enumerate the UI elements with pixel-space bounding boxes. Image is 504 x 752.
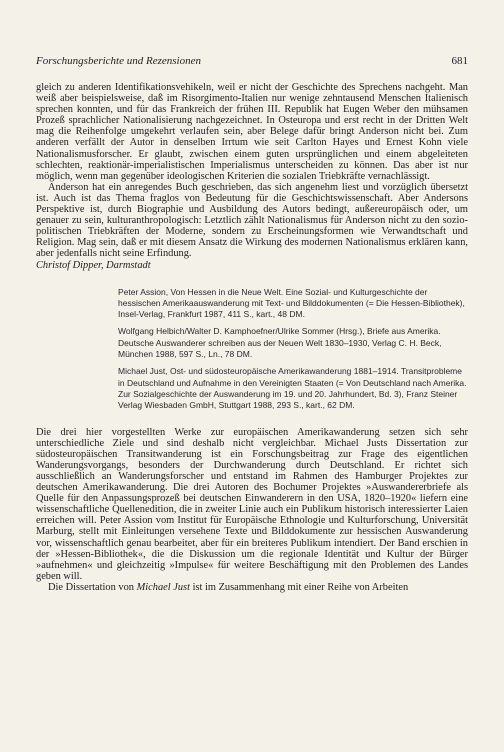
reviewed-book-entry: Peter Assion, Von Hessen in die Neue Welt. Eine Sozial- und Kulturgeschichte der hessischen Amerikaauswanderung mit Text- und Bilddokumenten (= Die Hessen-Bibliothek), Insel-Verlag, Frankfurt 1987, 411 S., kart., 48 DM.: [118, 286, 465, 320]
reviewed-book-entry: Wolfgang Helbich/Walter D. Kamphoefner/Ulrike Sommer (Hrsg.), Briefe aus Amerika. Deutsche Auswanderer schreiben aus der Neuen Welt 1830–1930, Verlag C. H. Beck, München 1988, 597 S., Ln., 78 DM.: [118, 326, 442, 360]
running-title: Forschungsberichte und Rezensionen: [36, 55, 201, 67]
reviewed-book-entry: Michael Just, Ost- und südosteuropäische Amerikawanderung 1881–1914. Transitprobleme in Deutschland und Aufnahme in den Vereinigten Staaten (= Von Deutschland nach Amerika. Zur Sozialgeschichte der Auswanderung im 19. und 20. Jahrhundert, Bd. 3), Franz Steiner Verlag Wiesbaden GmbH, Stuttgart 1988, 293 S., kart., 62 DM.: [118, 366, 467, 411]
review-paragraph-1: gleich zu anderen Identifikationsvehikeln, weil er nicht der Geschichte des Sprechens nachgeht. Man weiß aber beispielsweise, daß im Risorgimento-Italien nur wenige zehntausend Menschen Italienisch sprechen konnten, und für das Frankreich der frühen III. Republik hat Eugen Weber den mühsamen Prozeß sprachlicher Nationalisierung nachgezeichnet. In Osteuropa und erst recht in der Dritten Welt mag die Reihenfolge umgekehrt verlaufen sein, aber Belege dafür bringt Anderson nicht bei. Zum anderen verfällt der Autor in denselben Irrtum wie seit Carlton Hayes und Ernest Kohn viele Nationalismusforscher. Er glaubt, zwischen einem guten ursprünglichen und einem abgeleiteten schlechten, reaktionär-imperialistischen Imperialismus unterscheiden zu können. Das aber ist nur möglich, wenn man gegenüber ideologischen Kriterien die sozialen Triebkräfte vernachlässigt.: [36, 82, 468, 182]
review-paragraph-4: [36, 582, 468, 593]
author-name: Michael Just: [136, 581, 190, 593]
para4-start: Die Dissertation von: [48, 581, 137, 593]
page-body: [36, 82, 468, 593]
reviewer-signature: Christof Dipper, Darmstadt: [36, 259, 151, 271]
reviewed-books-list: [118, 287, 468, 412]
running-header: [36, 55, 468, 71]
review-paragraph-2: Anderson hat ein anregendes Buch geschrieben, das sich angenehm liest und vorzüglich übersetzt ist. Auch ist das Thema fraglos von Bedeutung für die Geschichtswissenschaft. Aber Andersons Perspektive ist, durch Biographie und Ausbildung des Autors bedingt, außereuropäisch oder, um genauer zu sein, kulturanthropologisch: Letztlich zählt Nationalismus für Anderson nicht zu den sozio-politischen Triebkräften der Moderne, sondern zu Erscheinungsformen wie Verwandtschaft und Religion. Mag sein, daß er mit diesem Ansatz die Wirkung des modernen Nationalismus erklären kann, aber jedenfalls nicht seine Erfindung.: [36, 181, 468, 260]
para4-end: ist im Zusammenhang mit einer Reihe von Arbeiten: [190, 581, 409, 593]
page-number: 681: [451, 55, 468, 67]
review-paragraph-3: Die drei hier vorgestellten Werke zur europäischen Amerikawanderung setzen sich sehr unterschiedliche Ziele und sind deshalb nicht vergleichbar. Michael Justs Dissertation zur südosteuropäischen Transitwanderung ist ein Forschungsbeitrag zur Frage des eigentlichen Wanderungsvorgangs, besonders der Durchwanderung durch Deutschland. Er richtet sich ausschließlich an Wanderungsforscher und entstand im Rahmen des Hamburger Projektes zur deutschen Amerikawanderung. Die drei Autoren des Bochumer Projektes »Auswandererbriefe als Quelle für den Anpassungsprozeß bei deutschen Einwanderern in den USA, 1820–1920« liefern eine wissenschaftliche Quellenedition, die in zweiter Linie auch ein Publikum historisch interessierter Laien erreichen will. Peter Assion vom Institut für Europäische Ethnologie und Kulturforschung, Universität Marburg, stellt mit Einleitungen versehene Texte und Bilddokumente zur hessischen Auswanderung vor, wissenschaftlich genau bearbeitet, aber für ein breiteres Publikum intendiert. Der Band erschien in der »Hessen-Bibliothek«, die die Diskussion um die regionale Identität und Kultur der Bürger »aufnehmen« und gleichzeitig »Impulse« für weitere Beschäftigung mit den Problemen des Landes geben will.: [36, 426, 468, 582]
